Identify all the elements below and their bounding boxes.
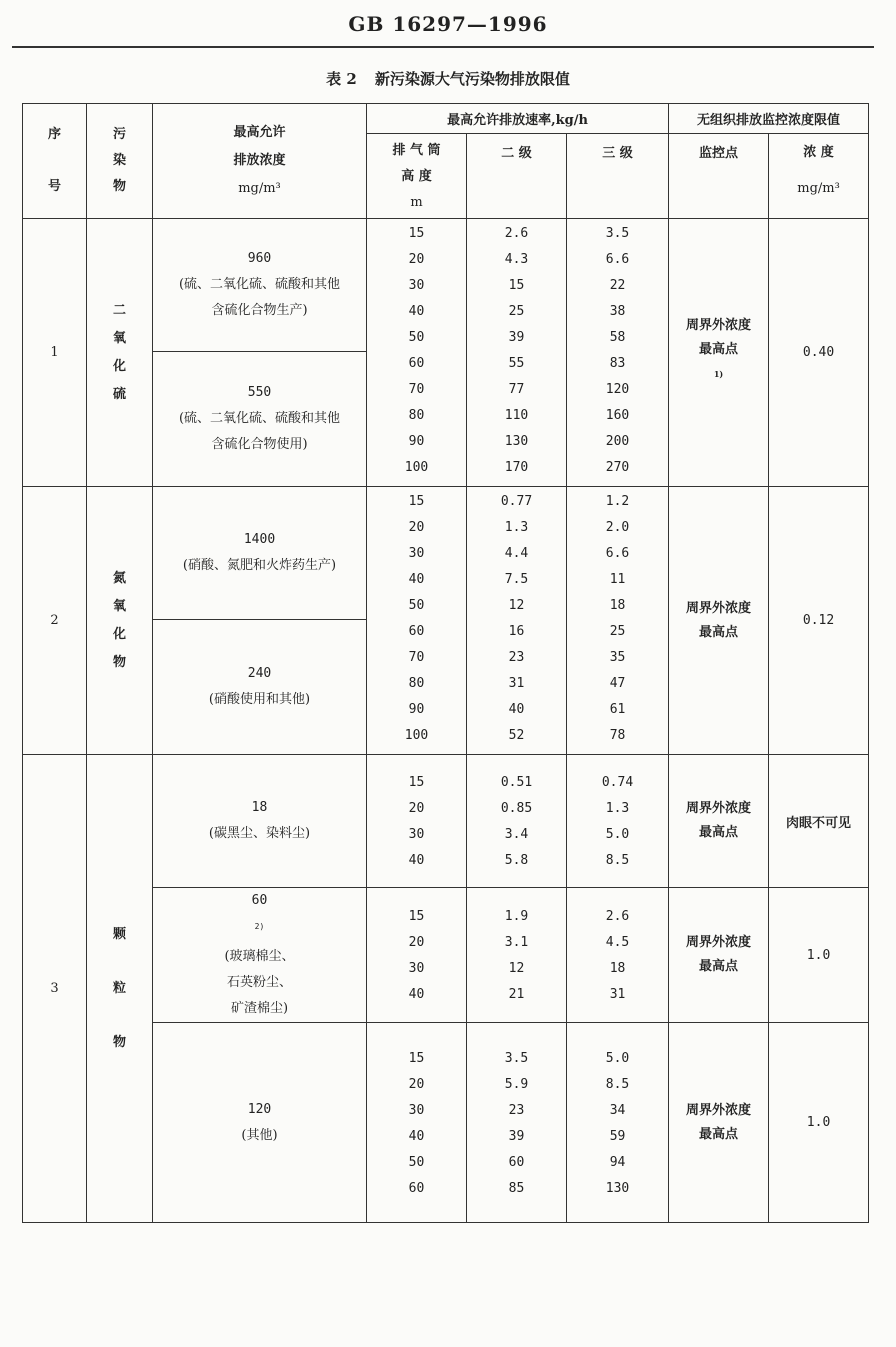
- row-3a-heights: 15 20 30 40: [367, 755, 467, 888]
- row-2-pollutant: 氮 氧 化 物: [87, 487, 153, 755]
- row-1-monitor: 周界外浓度 最高点 $^{1)}$: [669, 219, 769, 487]
- row-3c-level2: 3.5 5.9 23 39 60 85: [467, 1023, 567, 1223]
- row-3a-level3: 0.74 1.3 5.0 8.5: [567, 755, 669, 888]
- emission-limits-table: [22, 103, 869, 1223]
- row-3c-heights: 15 20 30 40 50 60: [367, 1023, 467, 1223]
- header-stack-height: 排 气 筒 高 度 m: [367, 134, 467, 219]
- table-number: 表 2: [326, 70, 357, 88]
- row-1a-conc: 960 (硫、二氧化硫、硫酸和其他 含硫化合物生产): [153, 219, 367, 352]
- header-fugitive-group: 无组织排放监控浓度限值: [669, 104, 869, 134]
- row-3a-conc: 18 (碳黑尘、染料尘): [153, 755, 367, 888]
- row-3b-conc: 60 $^{2)}$ (玻璃棉尘、 石英粉尘、 矿渣棉尘): [153, 888, 367, 1023]
- row-2b-conc: 240 (硝酸使用和其他): [153, 620, 367, 755]
- header-level3: 三 级: [567, 134, 669, 219]
- row-2-heights: 15 20 30 40 50 60 70 80 90 100: [367, 487, 467, 755]
- row-1-pollutant: 二 氧 化 硫: [87, 219, 153, 487]
- row-3c-conc: 120 (其他): [153, 1023, 367, 1223]
- row-2a-conc: 1400 (硝酸、氮肥和火炸药生产): [153, 487, 367, 620]
- row-3-seq: 3: [23, 755, 87, 1223]
- standard-code: GB 16297—1996: [348, 12, 548, 36]
- header-max-conc: 最高允许 排放浓度 mg/m³: [153, 104, 367, 219]
- row-3c-monitor: 周界外浓度 最高点: [669, 1023, 769, 1223]
- row-3a-level2: 0.51 0.85 3.4 5.8: [467, 755, 567, 888]
- row-3a-monitor: 周界外浓度 最高点: [669, 755, 769, 888]
- row-1-level3: 3.5 6.6 22 38 58 83 120 160 200 270: [567, 219, 669, 487]
- row-3b-heights: 15 20 30 40: [367, 888, 467, 1023]
- header-rule: [12, 46, 874, 48]
- header-level2: 二 级: [467, 134, 567, 219]
- row-3-pollutant: 颗 粒 物: [87, 755, 153, 1223]
- header-pollutant: 污 染 物: [87, 104, 153, 219]
- table-caption: 新污染源大气污染物排放限值: [374, 70, 570, 88]
- header-seq: 序 号: [23, 104, 87, 219]
- header-rate-group: 最高允许排放速率,kg/h: [367, 104, 669, 134]
- row-1-seq: 1: [23, 219, 87, 487]
- row-3b-level2: 1.9 3.1 12 21: [467, 888, 567, 1023]
- row-3a-conc-limit: 肉眼不可见: [769, 755, 869, 888]
- row-2-seq: 2: [23, 487, 87, 755]
- row-1-level2: 2.6 4.3 15 25 39 55 77 110 130 170: [467, 219, 567, 487]
- row-3c-conc-limit: 1.0: [769, 1023, 869, 1223]
- table-title: [0, 68, 896, 89]
- row-2-conc-limit: 0.12: [769, 487, 869, 755]
- row-1b-conc: 550 (硫、二氧化硫、硫酸和其他 含硫化合物使用): [153, 352, 367, 487]
- row-3b-level3: 2.6 4.5 18 31: [567, 888, 669, 1023]
- row-2-level2: 0.77 1.3 4.4 7.5 12 16 23 31 40 52: [467, 487, 567, 755]
- header-monitor-point: 监控点: [669, 134, 769, 219]
- row-3b-conc-limit: 1.0: [769, 888, 869, 1023]
- header-concentration: 浓 度 mg/m³: [769, 134, 869, 219]
- row-2-level3: 1.2 2.0 6.6 11 18 25 35 47 61 78: [567, 487, 669, 755]
- row-1-conc-limit: 0.40: [769, 219, 869, 487]
- row-1-heights: 15 20 30 40 50 60 70 80 90 100: [367, 219, 467, 487]
- row-3b-monitor: 周界外浓度 最高点: [669, 888, 769, 1023]
- row-3c-level3: 5.0 8.5 34 59 94 130: [567, 1023, 669, 1223]
- row-2-monitor: 周界外浓度 最高点: [669, 487, 769, 755]
